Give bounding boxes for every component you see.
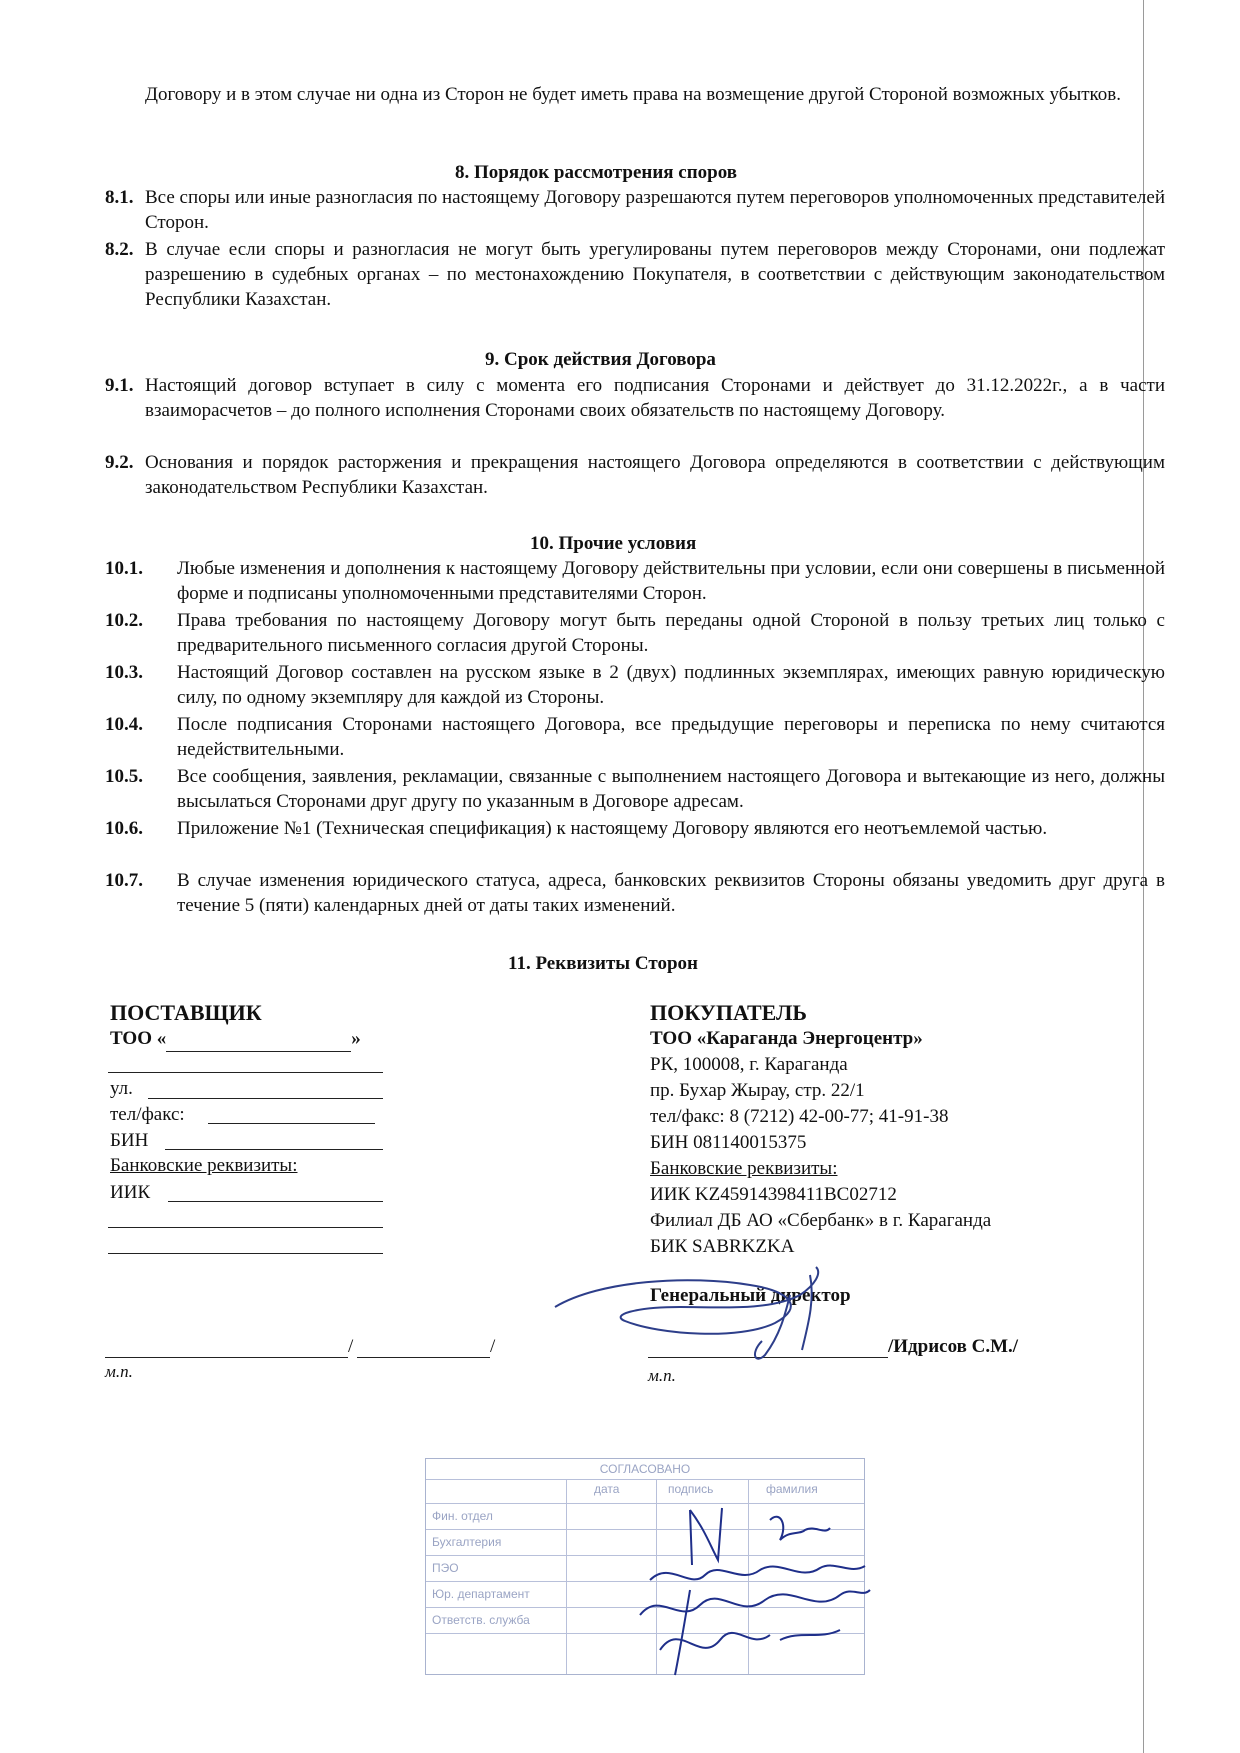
director-signature-image <box>540 1255 860 1375</box>
clause-text: После подписания Сторонами настоящего Договора, все предыдущие переговоры и переписка по нему считаются недействительными. <box>177 714 1165 760</box>
buyer-heading: ПОКУПАТЕЛЬ <box>650 1000 807 1025</box>
buyer-position: Генеральный директор <box>650 1285 851 1306</box>
clause-10-2 <box>105 608 1165 658</box>
clause-text: Настоящий договор вступает в силу с момента его подписания Сторонами и действует до 31.12.2022г., а в части взаиморасчетов – до полного исполнения Сторонами своих обязательств по настоящему Договору. <box>145 375 1165 421</box>
clause-text: Любые изменения и дополнения к настоящему Договору действительны при условии, если они совершены в письменной форме и подписаны уполномоченными представителями Сторон. <box>177 558 1165 604</box>
supplier-street-line <box>148 1098 383 1099</box>
supplier-phone-label: тел/факс: <box>110 1104 185 1125</box>
clause-number: 8.1. <box>105 187 134 208</box>
section-11-title: 11. Реквизиты Сторон <box>508 953 698 974</box>
supplier-name-line <box>357 1357 490 1358</box>
buyer-company: ТОО «Караганда Энергоцентр» <box>650 1028 923 1049</box>
stamp-row-label: ПЭО <box>432 1561 459 1575</box>
clause-number: 10.6. <box>105 818 143 839</box>
stamp-col-date: дата <box>594 1482 620 1496</box>
supplier-seal-place: м.п. <box>105 1362 133 1381</box>
buyer-seal-place: м.п. <box>648 1366 676 1385</box>
clause-text: Основания и порядок расторжения и прекращения настоящего Договора определяются в соответствии с действующим законодательством Республики Казахстан. <box>145 452 1165 498</box>
buyer-address-line: РК, 100008, г. Караганда <box>650 1054 848 1075</box>
clause-text: Все сообщения, заявления, рекламации, связанные с выполнением настоящего Договора и вытекающие из него, должны высылаться Сторонами друг другу по указанным в Договоре адресам. <box>177 766 1165 812</box>
buyer-bik: БИК SABRKZKA <box>650 1236 795 1257</box>
buyer-bin: БИН 081140015375 <box>650 1132 807 1153</box>
clause-number: 10.4. <box>105 714 143 735</box>
clause-8-2 <box>105 237 1165 312</box>
stamp-col-signature: подпись <box>668 1482 714 1496</box>
supplier-bank-label: Банковские реквизиты: <box>110 1155 298 1176</box>
clause-number: 10.3. <box>105 662 143 683</box>
clause-text: Настоящий Договор составлен на русском языке в 2 (двух) подлинных экземплярах, имеющих равную юридическую силу, по одному экземпляру для каждой из Стороны. <box>177 662 1165 708</box>
clause-number: 10.5. <box>105 766 143 787</box>
supplier-bin-label: БИН <box>110 1130 149 1151</box>
supplier-bin-line <box>165 1149 383 1150</box>
section-9-title: 9. Срок действия Договора <box>485 349 716 370</box>
stamp-row-label: Бухгалтерия <box>432 1535 502 1549</box>
clause-9-2 <box>105 450 1165 500</box>
buyer-phone: тел/факс: 8 (7212) 42-00-77; 41-91-38 <box>650 1106 949 1127</box>
buyer-bank-label: Банковские реквизиты: <box>650 1158 838 1179</box>
supplier-signature-line <box>105 1357 348 1358</box>
buyer-signer-name: /Идрисов С.М./ <box>888 1336 1019 1357</box>
clause-number: 10.7. <box>105 870 143 891</box>
supplier-blank-line-2 <box>108 1227 383 1228</box>
buyer-iik: ИИК KZ45914398411BC02712 <box>650 1184 897 1205</box>
intro-paragraph: Договору и в этом случае ни одна из Сторон не будет иметь права на возмещение другой Стороной возможных убытков. <box>145 84 1122 105</box>
supplier-company-blank <box>166 1033 351 1052</box>
clause-10-7 <box>105 868 1165 918</box>
supplier-iik <box>110 1180 150 1206</box>
supplier-street <box>110 1076 133 1102</box>
section-10-title: 10. Прочие условия <box>530 533 697 554</box>
clause-8-1 <box>105 185 1165 235</box>
clause-text: В случае если споры и разногласия не могут быть урегулированы путем переговоров между Сторонами, они подлежат разрешению в судебных органах – по местонахождению Покупателя, в соответствии с действующим законодательством Республики Казахстан. <box>145 239 1165 310</box>
clause-10-3 <box>105 660 1165 710</box>
supplier-blank-line <box>108 1072 383 1073</box>
clause-text: В случае изменения юридического статуса, адреса, банковских реквизитов Стороны обязаны уведомить друг друга в течение 5 (пяти) календарных дней от даты таких изменений. <box>177 870 1165 916</box>
clause-text: Приложение №1 (Техническая спецификация) к настоящему Договору являются его неотъемлемой частью. <box>177 818 1048 839</box>
supplier-sign-separator-2: / <box>490 1336 496 1357</box>
stamp-title: СОГЛАСОВАНО <box>599 1462 691 1476</box>
supplier-street-label: ул. <box>110 1078 133 1099</box>
supplier-company <box>110 1026 410 1052</box>
approval-signatures-image <box>630 1490 880 1680</box>
buyer-block <box>650 1000 1120 1260</box>
clause-number: 10.1. <box>105 558 143 579</box>
supplier-company-suffix: » <box>351 1028 361 1049</box>
section-8-title: 8. Порядок рассмотрения споров <box>455 162 738 183</box>
clause-text: Все споры или иные разногласия по настоящему Договору разрешаются путем переговоров уполномоченных представителей Сторон. <box>145 187 1165 233</box>
supplier-company-prefix: ТОО « <box>110 1028 167 1049</box>
clause-number: 8.2. <box>105 239 134 260</box>
clause-10-1 <box>105 556 1165 606</box>
stamp-row-label: Ответств. служба <box>432 1613 530 1627</box>
supplier-block <box>110 1000 410 1052</box>
buyer-bank-name: Филиал ДБ АО «Сбербанк» в г. Караганда <box>650 1210 992 1231</box>
supplier-phone <box>110 1102 185 1128</box>
stamp-header-row <box>426 1479 864 1480</box>
supplier-iik-line <box>168 1201 383 1202</box>
stamp-row-label: Фин. отдел <box>432 1509 493 1523</box>
clause-9-1 <box>105 373 1165 448</box>
supplier-heading: ПОСТАВЩИК <box>110 1000 262 1025</box>
supplier-blank-line-3 <box>108 1253 383 1254</box>
stamp-col-surname: фамилия <box>766 1482 818 1496</box>
clause-number: 9.2. <box>105 452 134 473</box>
buyer-address-line: пр. Бухар Жырау, стр. 22/1 <box>650 1080 865 1101</box>
clause-10-6 <box>105 816 1165 866</box>
supplier-sign-separator: / <box>348 1336 354 1357</box>
stamp-row-label: Юр. департамент <box>432 1587 530 1601</box>
supplier-phone-line <box>208 1123 375 1124</box>
clause-text: Права требования по настоящему Договору могут быть переданы одной Стороной в пользу третьих лиц только с предварительного письменного согласия другой Стороны. <box>177 610 1165 656</box>
clause-number: 9.1. <box>105 375 134 396</box>
clause-number: 10.2. <box>105 610 143 631</box>
supplier-iik-label: ИИК <box>110 1182 151 1203</box>
supplier-bin <box>110 1128 148 1154</box>
clause-10-4 <box>105 712 1165 762</box>
stamp-divider <box>566 1479 567 1674</box>
clause-10-5 <box>105 764 1165 814</box>
